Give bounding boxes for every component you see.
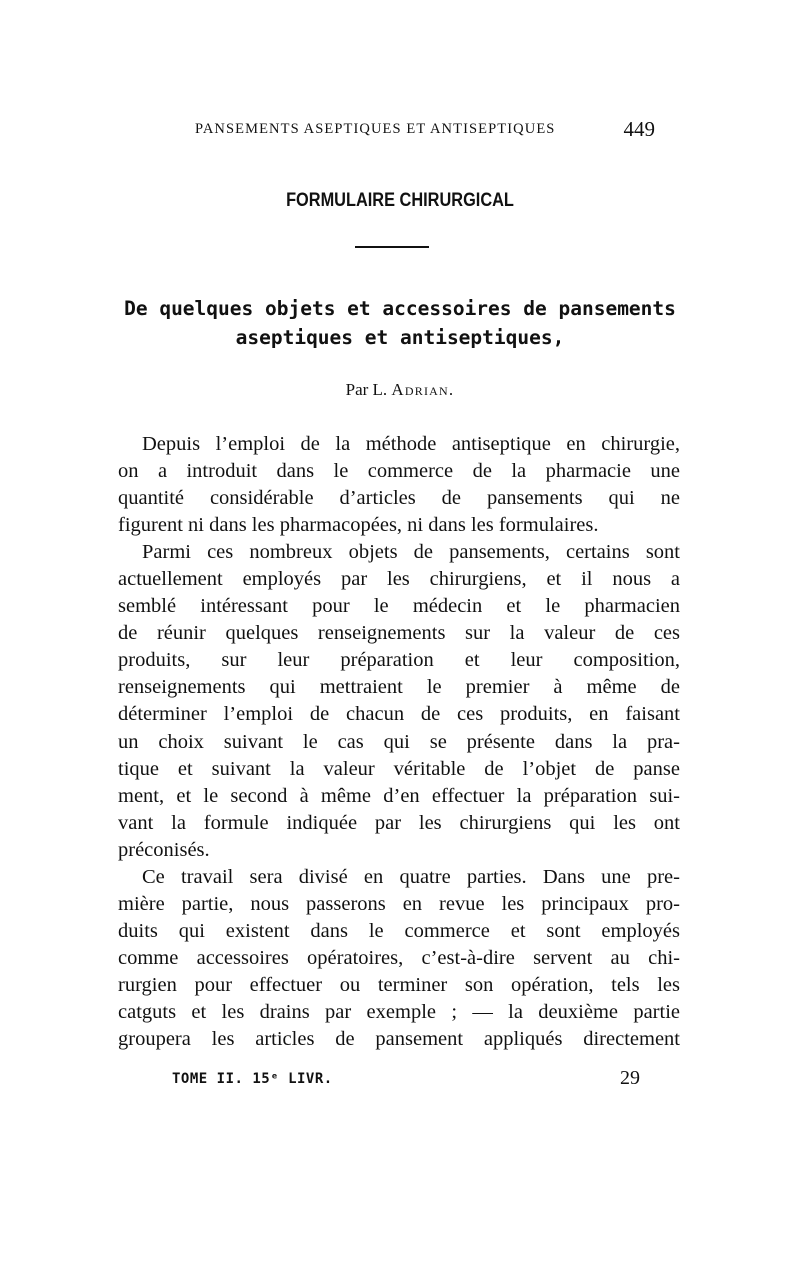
page-number: 449 (623, 117, 655, 141)
paragraph-line: de réunir quelques renseignements sur la valeur de ces (118, 622, 680, 645)
paragraph-line: un choix suivant le cas qui se présente dans la pra- (118, 730, 680, 753)
paragraph-line: on a introduit dans le commerce de la pharmacie une (118, 460, 680, 483)
paragraph-line: Ce travail sera divisé en quatre parties. Dans une pre- (142, 865, 680, 888)
article-title-line: aseptiques et antiseptiques, (235, 326, 565, 349)
paragraph-line: tique et suivant la valeur véritable de l’objet de panse (118, 757, 680, 780)
paragraph-line: Parmi ces nombreux objets de pansements, certains sont (142, 541, 680, 564)
paragraph-line: mière partie, nous passerons en revue les principaux pro- (118, 892, 680, 915)
paragraph-line: ment, et le second à même d’en effectuer la préparation sui- (118, 784, 680, 807)
byline-prefix: Par L. (345, 380, 388, 399)
paragraph-line: figurent ni dans les pharmacopées, ni dans les formulaires. (118, 514, 599, 537)
signature-number: 29 (620, 1067, 640, 1089)
paragraph-line: groupera les articles de pansement appliqués directement (118, 1028, 680, 1051)
paragraph-line: quantité considérable d’articles de pansements qui ne (118, 487, 680, 510)
title-divider (355, 246, 429, 248)
paragraph-line: déterminer l’emploi de chacun de ces produits, en faisant (118, 703, 680, 726)
paragraph-line: renseignements qui mettraient le premier à même de (118, 676, 680, 699)
printer-signature (172, 1067, 652, 1091)
paragraph-line: semblé intéressant pour le médecin et le pharmacien (118, 595, 680, 618)
signature-volume: TOME II. 15ᵉ LIVR. (172, 1071, 333, 1087)
section-title: FORMULAIRE CHIRURGICAL (286, 190, 514, 211)
paragraph-line: catguts et les drains par exemple ; — la deuxième partie (118, 1000, 680, 1023)
paragraph-line: produits, sur leur préparation et leur composition, (118, 649, 680, 672)
paragraph-line: Depuis l’emploi de la méthode antiseptique en chirurgie, (142, 433, 680, 455)
article-title-line: De quelques objets et accessoires de pansements (124, 297, 676, 320)
article-title (100, 294, 700, 352)
paragraph-line: actuellement employés par les chirurgiens, et il nous a (118, 568, 680, 591)
paragraph-line: vant la formule indiquée par les chirurgiens qui les ont (118, 811, 680, 834)
running-head (195, 117, 655, 141)
byline-author: Adrian. (391, 380, 455, 399)
byline (0, 380, 800, 400)
body-text (118, 431, 680, 1053)
paragraph-line: duits qui existent dans le commerce et sont employés (118, 919, 680, 942)
paragraph-line: préconisés. (118, 838, 210, 861)
paragraph-line: rurgien pour effectuer ou terminer son opération, tels les (118, 973, 680, 996)
running-title: PANSEMENTS ASEPTIQUES ET ANTISEPTIQUES (195, 121, 556, 137)
paragraph-line: comme accessoires opératoires, c’est-à-dire servent au chi- (118, 946, 680, 969)
